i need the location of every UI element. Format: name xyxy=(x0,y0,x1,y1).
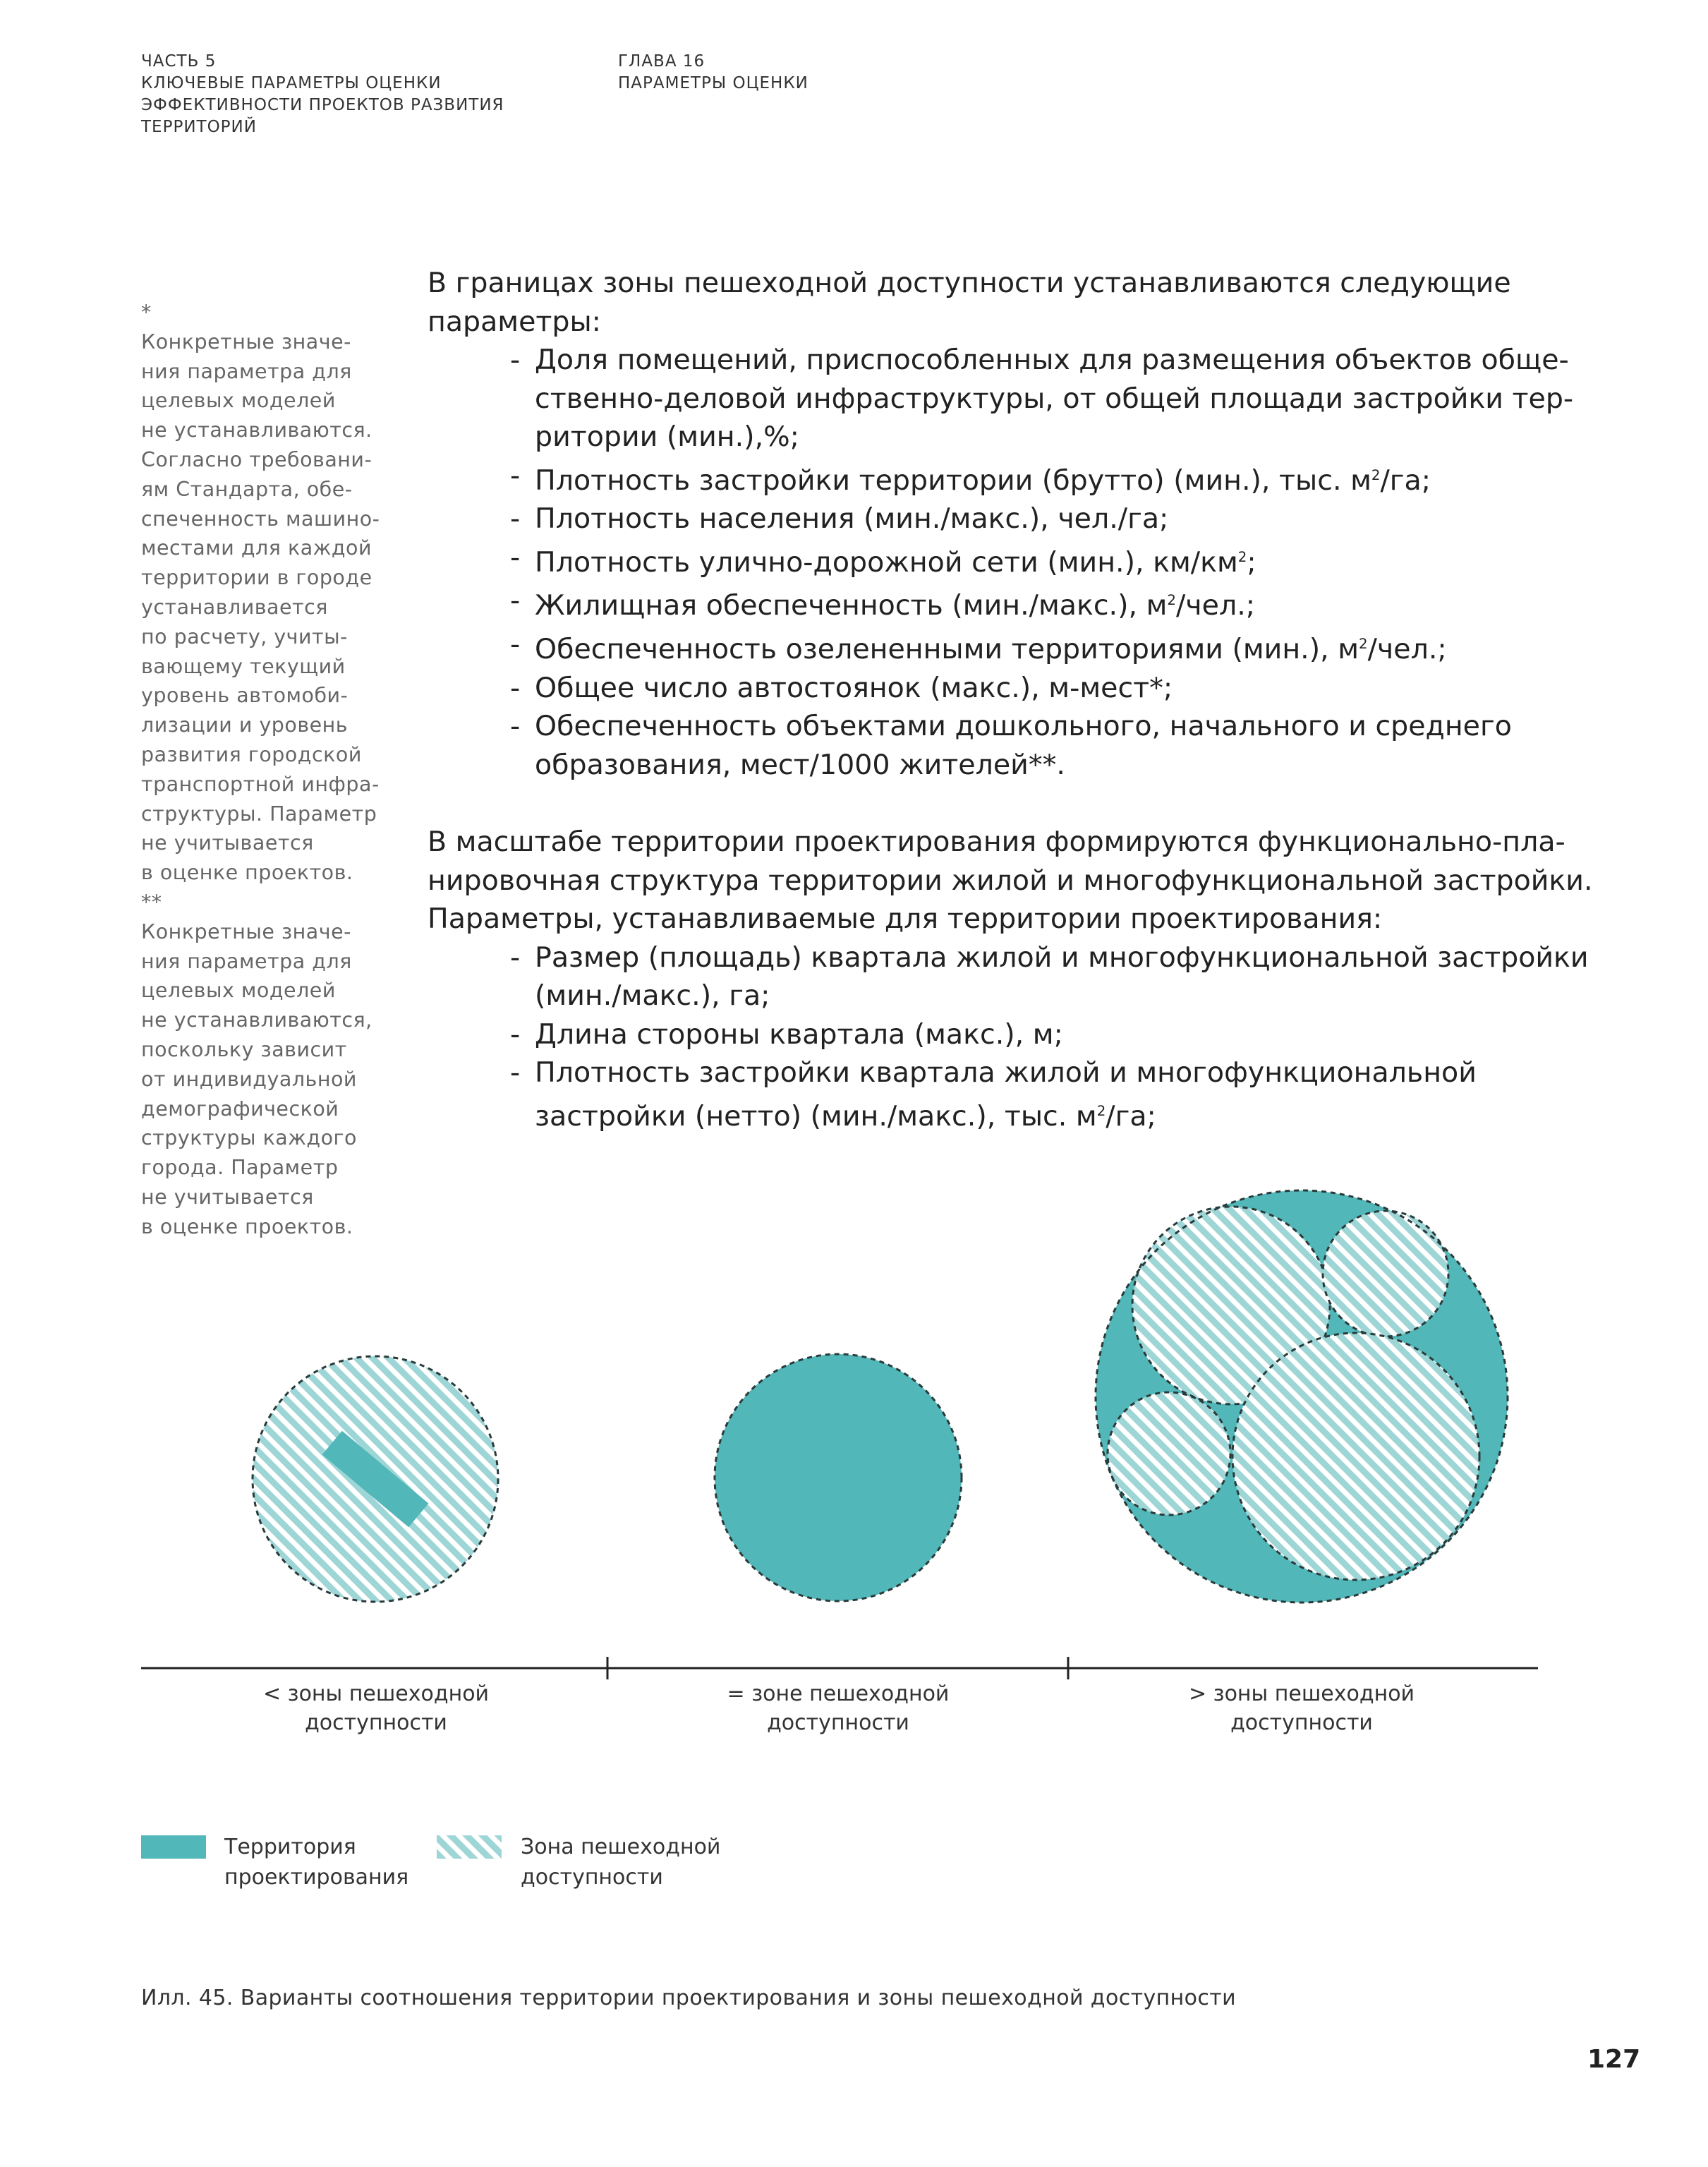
diagram-larger-than-zone xyxy=(1096,1190,1508,1602)
sidenote-line: вающему текущий xyxy=(141,654,346,678)
diagram-smaller-than-zone xyxy=(253,1356,498,1602)
sidenote-line: Конкретные значе- xyxy=(141,919,351,943)
superscript: 2 xyxy=(1371,466,1381,483)
part-header-line: ТЕРРИТОРИЙ xyxy=(141,118,257,136)
diagram-equal-to-zone xyxy=(715,1354,962,1601)
sidenote-line: по расчету, учиты- xyxy=(141,624,348,648)
walking-zone-circle xyxy=(1323,1211,1448,1336)
sidenote-line: демографической xyxy=(141,1097,339,1121)
sidenote-line: структуры каждого xyxy=(141,1126,357,1150)
sidenote-line: местами для каждой xyxy=(141,536,372,560)
legend-zone-label: Зона пешеходной доступности xyxy=(521,1835,721,1890)
list-item-continuation: (мин./макс.), га; xyxy=(535,979,770,1013)
chapter-header xyxy=(618,51,808,95)
sidenote-line: транспортной инфра- xyxy=(141,772,380,796)
list-item: - Длина стороны квартала (макс.), м; xyxy=(428,1015,1585,1054)
list-item: - Плотность застройки территории (брутто) (мин.), тыс. $м^2/га$; xyxy=(428,457,1585,500)
bullet-dash: - xyxy=(510,627,521,660)
superscript: 2 xyxy=(1167,592,1176,609)
caption-larger: > зоны пешеходной доступности xyxy=(1188,1682,1415,1735)
part-header xyxy=(141,51,504,138)
sidenote-line: лизации и уровень xyxy=(141,713,349,737)
sidenotes xyxy=(141,298,395,1242)
superscript: 2 xyxy=(1096,1102,1106,1119)
sidenote-line: не учитывается xyxy=(141,831,314,855)
bullet-dash: - xyxy=(510,1018,521,1051)
list-item-continuation: образования, мест/1000 жителей**. xyxy=(535,748,1065,781)
sidenote-line: Конкретные значе- xyxy=(141,330,351,354)
sidenote-line: территории в городе xyxy=(141,566,373,590)
territory-swatch xyxy=(141,1835,206,1859)
sidenote-line: целевых моделей xyxy=(141,389,336,413)
sidenote-line: ** xyxy=(141,890,162,914)
list-item-continuation: ственно-деловой инфраструктуры, от общей площади застройки тер- xyxy=(535,382,1574,415)
paragraph-line: нировочная структура территории жилой и многофункциональной застройки. xyxy=(428,864,1593,897)
list-item: - Обеспеченность объектами дошкольного, начального и среднего xyxy=(428,707,1585,746)
figure-caption: Илл. 45. Варианты соотношения территории проектирования и зоны пешеходной доступности xyxy=(141,1986,1237,2010)
walking-zone-circle xyxy=(1108,1392,1230,1515)
bullet-dash: - xyxy=(510,541,521,574)
list-item: - Плотность улично-дорожной сети (мин.), $км/км^2$; xyxy=(428,538,1585,582)
sidenote-line: ния параметра для xyxy=(141,949,352,973)
part-header-line: ЭФФЕКТИВНОСТИ ПРОЕКТОВ РАЗВИТИЯ xyxy=(141,96,504,114)
main-text xyxy=(428,264,1593,1135)
list-item-continuation: ритории (мин.),%; xyxy=(535,421,799,453)
sidenote-line: целевых моделей xyxy=(141,979,336,1003)
sidenote-line: * xyxy=(141,301,152,324)
sidenote-line: города. Параметр xyxy=(141,1156,339,1180)
zone-swatch xyxy=(437,1835,502,1859)
paragraph-line: параметры: xyxy=(428,305,601,338)
territory-circle xyxy=(715,1354,962,1601)
legend-territory-label: Территория проектирования xyxy=(224,1835,409,1890)
list-item: - Общее число автостоянок (макс.), м-мест*; xyxy=(428,669,1585,708)
list-item: - Плотность населения (мин./макс.), чел./га; xyxy=(428,500,1585,538)
sidenote-line: уровень автомоби- xyxy=(141,684,349,708)
sidenote-line: спеченность машино- xyxy=(141,507,380,531)
bullet-dash: - xyxy=(510,584,521,617)
sidenote-line: развития городской xyxy=(141,742,362,766)
part-header-line: КЛЮЧЕВЫЕ ПАРАМЕТРЫ ОЦЕНКИ xyxy=(141,74,442,92)
sidenote-line: структуры. Параметр xyxy=(141,802,377,826)
bullet-dash: - xyxy=(510,1056,521,1089)
paragraph-line: В границах зоны пешеходной доступности устанавливаются следующие xyxy=(428,267,1511,299)
sidenote-line: ям Стандарта, обе- xyxy=(141,477,353,501)
sidenote-line: ния параметра для xyxy=(141,359,352,383)
sidenote-line: не учитывается xyxy=(141,1185,314,1209)
bullet-dash: - xyxy=(510,941,521,974)
bullet-dash: - xyxy=(510,502,521,536)
list-item: - Размер (площадь) квартала жилой и многофункциональной застройки xyxy=(428,938,1585,977)
list-item: - Доля помещений, приспособленных для размещения объектов обще- xyxy=(428,341,1585,380)
bullet-dash: - xyxy=(510,459,521,492)
walking-zone-circle xyxy=(1232,1333,1479,1580)
caption-equal: = зоне пешеходной доступности xyxy=(727,1682,950,1735)
sidenote-line: от индивидуальной xyxy=(141,1067,357,1091)
caption-smaller: < зоны пешеходной доступности xyxy=(262,1682,490,1735)
part-header-line: ЧАСТЬ 5 xyxy=(141,52,217,71)
walkability-diagram xyxy=(0,1157,1708,1708)
sidenote-line: в оценке проектов. xyxy=(141,861,353,885)
sidenote-line: устанавливается xyxy=(141,595,328,619)
list-item: - Жилищная обеспеченность (мин./макс.), $м^2$/чел.; xyxy=(428,581,1585,625)
paragraph-line: В масштабе территории проектирования формируются функционально-пла- xyxy=(428,826,1565,859)
sidenote-line: в оценке проектов. xyxy=(141,1214,353,1238)
list-item: - Плотность застройки квартала жилой и многофункциональной xyxy=(428,1054,1585,1092)
list-item: - Обеспеченность озелененными территориями (мин.), $м^2$/чел.; xyxy=(428,625,1585,669)
sidenote-line: не устанавливаются. xyxy=(141,418,373,442)
bullet-dash: - xyxy=(510,344,521,376)
bullet-dash: - xyxy=(510,671,521,704)
page-number: 127 xyxy=(1587,2045,1641,2074)
chapter-header-line: ГЛАВА 16 xyxy=(618,52,705,71)
sidenote-line: поскольку зависит xyxy=(141,1037,347,1061)
superscript: 2 xyxy=(1359,635,1368,652)
sidenote-line: Согласно требовани- xyxy=(141,447,373,471)
superscript: 2 xyxy=(1237,548,1247,565)
paragraph-line: Параметры, устанавливаемые для территории проектирования: xyxy=(428,903,1383,936)
bullet-dash: - xyxy=(510,710,521,743)
chapter-header-line: ПАРАМЕТРЫ ОЦЕНКИ xyxy=(618,74,808,92)
sidenote-line: не устанавливаются, xyxy=(141,1008,373,1032)
list-item-continuation: застройки (нетто) (мин./макс.), тыс. $м^2/га$; xyxy=(535,1099,1156,1133)
